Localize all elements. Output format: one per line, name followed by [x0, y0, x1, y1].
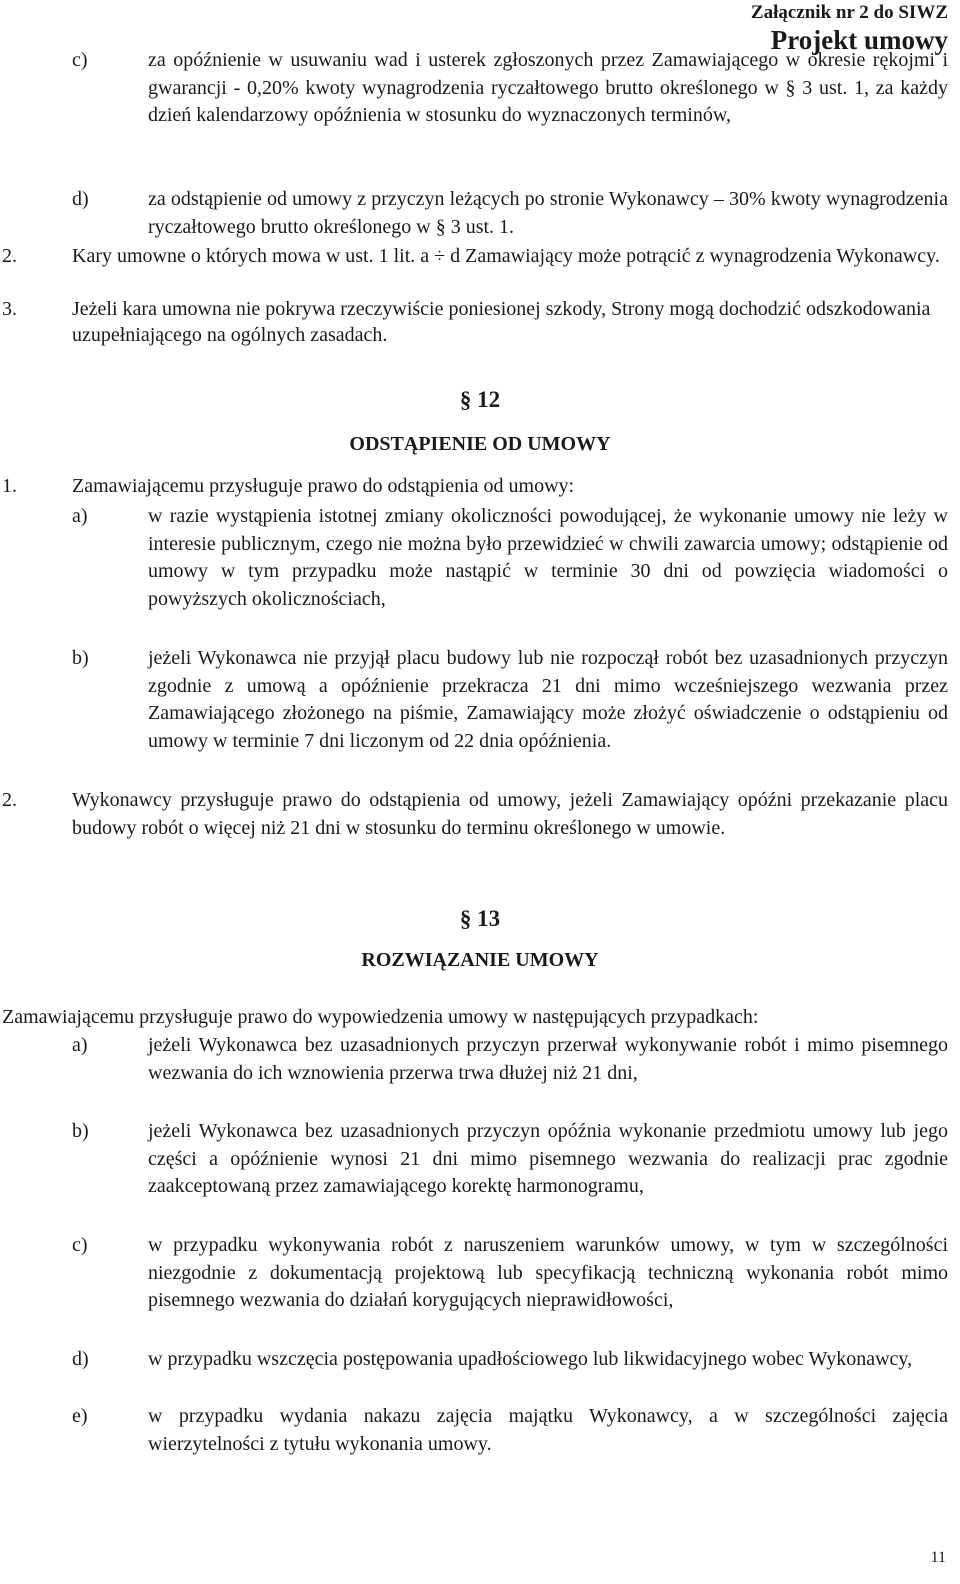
section-12-title: ODSTĄPIENIE OD UMOWY — [349, 433, 611, 455]
item-text: w przypadku wszczęcia postępowania upadłościowego lub likwidacyjnego wobec Wykonawcy, — [148, 1348, 913, 1370]
numbered-paragraph — [2, 787, 948, 842]
section-12-sign: § 12 — [459, 387, 501, 412]
paragraph-text: Zamawiającemu przysługuje prawo do odstąpienia od umowy: — [72, 475, 575, 497]
list-item — [72, 1232, 948, 1315]
paragraph-number: 1. — [2, 475, 17, 497]
numbered-paragraph — [2, 243, 948, 269]
item-label: c) — [72, 1234, 88, 1256]
list-item — [72, 1032, 948, 1087]
item-label: b) — [72, 1120, 89, 1142]
item-label: a) — [72, 1034, 88, 1056]
item-text: w przypadku wykonywania robót z naruszeniem warunków umowy, w tym w szczególności niezgodnie z dokumentacją projektową lub specyfikacją techniczną wykonania robót mimo pisemnego wezwania do działań korygujących nieprawidłowości, — [148, 1234, 948, 1312]
item-label: d) — [72, 188, 89, 210]
list-item — [72, 1118, 948, 1201]
item-label: d) — [72, 1348, 89, 1370]
list-item — [72, 186, 948, 241]
list-item — [72, 1403, 948, 1458]
intro-text: Zamawiającemu przysługuje prawo do wypowiedzenia umowy w następujących przypadkach: — [2, 1006, 759, 1028]
item-text: jeżeli Wykonawca bez uzasadnionych przyczyn przerwał wykonywanie robót i mimo pisemnego wezwania do ich wznowienia przerwa trwa dłużej niż 21 dni, — [148, 1034, 948, 1084]
item-label: b) — [72, 647, 89, 669]
list-item — [72, 503, 948, 613]
paragraph-text: Wykonawcy przysługuje prawo do odstąpienia od umowy, jeżeli Zamawiający opóźni przekazanie placu budowy robót o więcej niż 21 dni w stosunku do terminu określonego w umowie. — [72, 789, 948, 839]
item-label: e) — [72, 1405, 88, 1427]
paragraph-number: 2. — [2, 789, 17, 811]
paragraph-number: 3. — [2, 298, 17, 320]
item-label: c) — [72, 49, 88, 71]
numbered-paragraph — [2, 296, 948, 348]
item-text: za odstąpienie od umowy z przyczyn leżących po stronie Wykonawcy – 30% kwoty wynagrodzenia ryczałtowego brutto określonego w § 3 ust. 1. — [148, 188, 948, 238]
item-text: w razie wystąpienia istotnej zmiany okoliczności powodującej, że wykonanie umowy nie leży w interesie publicznym, czego nie można było przewidzieć w chwili zawarcia umowy; odstąpienie od umowy w tym przypadku może nastąpić w terminie 30 dni od powzięcia wiadomości o powyższych okolicznościach, — [148, 505, 948, 610]
paragraph-number: 2. — [2, 245, 17, 267]
item-text: jeżeli Wykonawca bez uzasadnionych przyczyn opóźnia wykonanie przedmiotu umowy lub jego części a opóźnienie wynosi 21 dni mimo pisemnego wezwania do realizacji prac zgodnie zaakceptowaną przez zamawiającego korektę harmonogramu, — [148, 1120, 948, 1198]
list-item — [72, 1346, 948, 1374]
list-item — [72, 47, 948, 130]
item-text: za opóźnienie w usuwaniu wad i usterek zgłoszonych przez Zamawiającego w okresie rękojmi i gwarancji - 0,20% kwoty wynagrodzenia ryczałtowego brutto określonego w § 3 ust. 1, za każdy dzień kalendarzowy opóźnienia w stosunku do wyznaczonych terminów, — [148, 49, 948, 127]
paragraph-text: Kary umowne o których mowa w ust. 1 lit. a ÷ d Zamawiający może potrącić z wynagrodzenia Wykonawcy. — [72, 245, 940, 267]
section-13-title: ROZWIĄZANIE UMOWY — [361, 949, 599, 971]
item-text: jeżeli Wykonawca nie przyjął placu budowy lub nie rozpoczął robót bez uzasadnionych przyczyn zgodnie z umową a opóźnienie przekracza 21 dni mimo wcześniejszego wezwania przez Zamawiającego złożonego na piśmie, Zamawiający może złożyć oświadczenie o odstąpieniu od umowy w terminie 7 dni liczonym od 22 dnia opóźnienia. — [148, 647, 948, 752]
paragraph-text: Jeżeli kara umowna nie pokrywa rzeczywiście poniesionej szkody, Strony mogą dochodzić odszkodowania uzupełniającego na ogólnych zasadach. — [72, 298, 931, 347]
attachment-header: Załącznik nr 2 do SIWZ — [750, 2, 948, 23]
page-number: 11 — [930, 1549, 946, 1566]
project-header: Projekt umowy — [770, 25, 948, 55]
section-13-sign: § 13 — [459, 906, 501, 931]
item-text: w przypadku wydania nakazu zajęcia majątku Wykonawcy, a w szczególności zajęcia wierzytelności z tytułu wykonania umowy. — [148, 1405, 948, 1455]
list-item — [72, 645, 948, 755]
numbered-paragraph — [2, 473, 948, 501]
section-intro — [2, 1004, 946, 1032]
item-label: a) — [72, 505, 88, 527]
